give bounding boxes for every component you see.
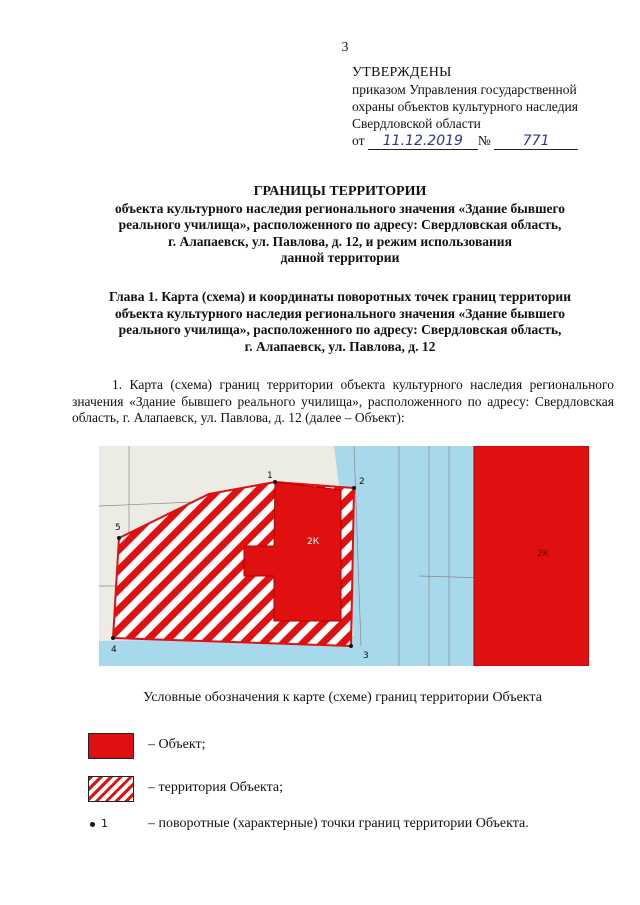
legend-item-object (88, 733, 588, 759)
legend-point-number: 1 (101, 817, 108, 830)
approval-date: 11.12.2019 (368, 134, 478, 150)
heading-line: данной территории (280, 250, 400, 265)
heading-line: объекта культурного наследия регионального значения «Здание бывшего (114, 200, 566, 216)
map-point-label: 5 (115, 523, 121, 533)
neighbor-building-label: 2К (537, 549, 550, 559)
chapter-line: объекта культурного наследия регионального значения «Здание бывшего (114, 305, 566, 321)
from-label: от (352, 133, 365, 148)
map-point-marker (349, 644, 353, 648)
map-point-marker (273, 480, 277, 484)
approval-line: охраны объектов культурного наследия (352, 99, 578, 114)
chapter-heading (60, 289, 620, 355)
heading-title: ГРАНИЦЫ ТЕРРИТОРИИ (253, 184, 427, 199)
approval-title: УТВЕРЖДЕНЫ (352, 65, 452, 80)
intro-paragraph (72, 377, 614, 427)
legend-item-points (88, 814, 628, 836)
approval-date-line (352, 132, 578, 150)
heading-line: реального училища», расположенного по адресу: Свердловская область, (118, 217, 562, 232)
neighbor-building (474, 446, 589, 666)
legend-point-marker (90, 817, 130, 830)
approval-line: приказом Управления государственной (352, 82, 577, 97)
legend-swatch-object (88, 733, 134, 759)
approval-block (352, 64, 578, 150)
chapter-line: реального училища», расположенного по адресу: Свердловская область, (118, 322, 562, 337)
approval-line: Свердловской области (352, 116, 481, 131)
map-point-label: 1 (267, 471, 273, 481)
chapter-line: Глава 1. Карта (схема) и координаты поворотных точек границ территории (109, 289, 571, 304)
map-point-label: 2 (359, 477, 365, 487)
heading-line: г. Алапаевск, ул. Павлова, д. 12, и режим использования (168, 233, 512, 249)
map-point-marker (352, 486, 356, 490)
legend-item-territory (88, 776, 588, 802)
map-point-label: 4 (111, 645, 117, 655)
legend-text: – Объект; (148, 737, 206, 752)
building-label: 2К (307, 537, 320, 547)
document-heading (60, 184, 620, 267)
legend-text: – поворотные (характерные) точки границ территории Объекта. (148, 816, 529, 831)
approval-number: 771 (494, 134, 578, 150)
intro-paragraph-text: 1. Карта (схема) границ территории объекта культурного наследия регионального значения «Здание бывшего реального училища», расположенного по адресу: Свердловская область, г. Алапаевск, ул. Павлова, д. 12 (далее – Объект): (72, 377, 614, 425)
map-svg (99, 446, 589, 666)
number-label: № (477, 133, 491, 148)
legend-swatch-territory (88, 776, 134, 802)
page-number: 3 (341, 40, 349, 55)
legend-text: – территория Объекта; (148, 780, 284, 795)
map-point-marker (111, 636, 115, 640)
legend-title: Условные обозначения к карте (схеме) границ территории Объекта (143, 690, 542, 705)
map-point-marker (117, 536, 121, 540)
point-dot-icon (90, 822, 95, 827)
map-point-label: 3 (363, 651, 369, 661)
boundary-map (99, 446, 589, 666)
chapter-line: г. Алапаевск, ул. Павлова, д. 12 (244, 338, 436, 354)
